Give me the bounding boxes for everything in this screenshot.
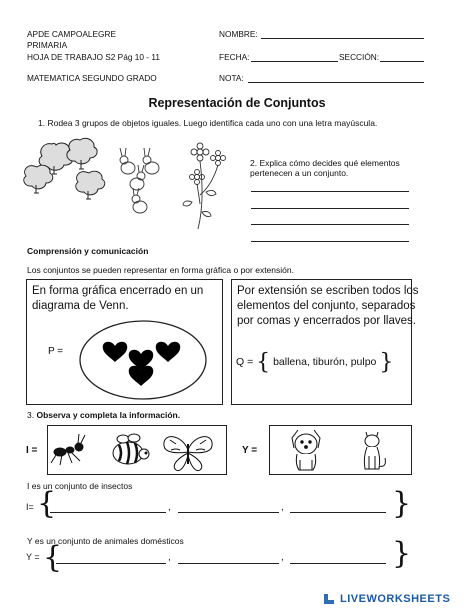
q2-answer-line[interactable]: [251, 191, 409, 192]
school-name: APDE CAMPOALEGRE: [27, 29, 116, 39]
set-y-element-field[interactable]: [56, 563, 166, 564]
set-i-answer-label: I=: [26, 502, 34, 512]
open-brace: {: [43, 540, 63, 575]
section-label: SECCIÓN:: [339, 52, 380, 62]
open-brace: {: [37, 486, 57, 521]
section-intro: Los conjuntos se pueden representar en forma gráfica o por extensión.: [27, 265, 294, 275]
worksheet-ref: HOJA DE TRABAJO S2 Pág 10 - 11: [27, 52, 160, 62]
tree-icon: [67, 138, 97, 169]
extension-text-line2: elementos del conjunto, separados: [237, 300, 416, 312]
set-p-label: P =: [48, 346, 64, 357]
venn-diagram: [77, 318, 209, 402]
q2-instruction-line1: 2. Explica cómo decides qué elementos: [250, 158, 400, 168]
set-i-element-field[interactable]: [290, 512, 386, 513]
page-title: Representación de Conjuntos: [148, 96, 326, 110]
q3-text: Observa y completa la información.: [36, 410, 181, 420]
extension-text-line1: Por extensión se escriben todos los: [237, 285, 419, 297]
q1-instruction: 1. Rodea 3 grupos de objetos iguales. Luego identifica cada uno con una letra mayúscula.: [38, 118, 378, 128]
logo-mark-icon: [322, 592, 336, 606]
set-i-element-field[interactable]: [178, 512, 279, 513]
comma: ,: [281, 552, 284, 563]
rabbit-icon: [120, 148, 135, 174]
note-label: NOTA:: [219, 73, 244, 83]
venn-text-line1: En forma gráfica encerrado en un: [32, 285, 204, 297]
tree-icon: [76, 171, 105, 199]
set-i-box: [47, 425, 227, 475]
date-label: FECHA:: [219, 52, 250, 62]
logo-text: LIVEWORKSHEETS: [340, 593, 451, 605]
comma: ,: [168, 552, 171, 563]
close-brace: }: [379, 350, 394, 375]
rabbit-icon: [132, 188, 147, 213]
set-i-element-field[interactable]: [50, 512, 166, 513]
note-field[interactable]: [248, 82, 424, 83]
q3-instruction: [27, 410, 180, 420]
q2-answer-line[interactable]: [251, 241, 409, 242]
section-field[interactable]: [380, 61, 424, 62]
flower-icon: [183, 143, 226, 229]
bee-icon: [113, 434, 149, 464]
extension-text-line3: por comas y encerrados por llaves.: [237, 315, 416, 327]
set-q-label: Q =: [236, 356, 254, 368]
q1-picture-group: [20, 132, 250, 232]
comma: ,: [168, 502, 171, 513]
subject-grade: MATEMATICA SEGUNDO GRADO: [27, 73, 157, 83]
set-i-caption: I es un conjunto de insectos: [27, 481, 133, 491]
butterfly-icon: [164, 437, 212, 471]
venn-text-line2: diagrama de Venn.: [32, 300, 129, 312]
q2-answer-line[interactable]: [251, 224, 409, 225]
close-brace: }: [392, 486, 412, 521]
ant-icon: [51, 434, 85, 465]
set-y-element-field[interactable]: [290, 563, 386, 564]
set-y-label: Y =: [242, 445, 258, 456]
name-label: NOMBRE:: [219, 29, 258, 39]
school-level: PRIMARIA: [27, 40, 68, 50]
venn-explanation-box: [26, 279, 223, 405]
set-y-box: [269, 425, 412, 475]
q2-instruction-line2: pertenecen a un conjunto.: [250, 168, 349, 178]
close-brace: }: [392, 536, 412, 571]
q2-answer-line[interactable]: [251, 208, 409, 209]
set-i-label: I =: [26, 445, 38, 456]
set-q-elements: ballena, tiburón, pulpo: [273, 356, 377, 368]
date-field[interactable]: [251, 61, 338, 62]
q3-number: 3.: [27, 410, 35, 420]
name-field[interactable]: [261, 38, 424, 39]
cat-icon: [364, 432, 385, 469]
extension-explanation-box: [231, 279, 419, 405]
rabbit-icon: [143, 148, 159, 174]
tree-icon: [24, 165, 53, 193]
comma: ,: [281, 502, 284, 513]
liveworksheets-logo[interactable]: [322, 592, 450, 606]
set-y-answer-label: Y =: [26, 552, 40, 562]
set-y-caption: Y es un conjunto de animales domésticos: [27, 536, 184, 546]
section-heading: Comprensión y comunicación: [27, 246, 149, 256]
set-y-element-field[interactable]: [178, 563, 279, 564]
dog-icon: [292, 430, 320, 470]
open-brace: {: [256, 350, 271, 375]
rabbit-icon: [130, 165, 145, 190]
